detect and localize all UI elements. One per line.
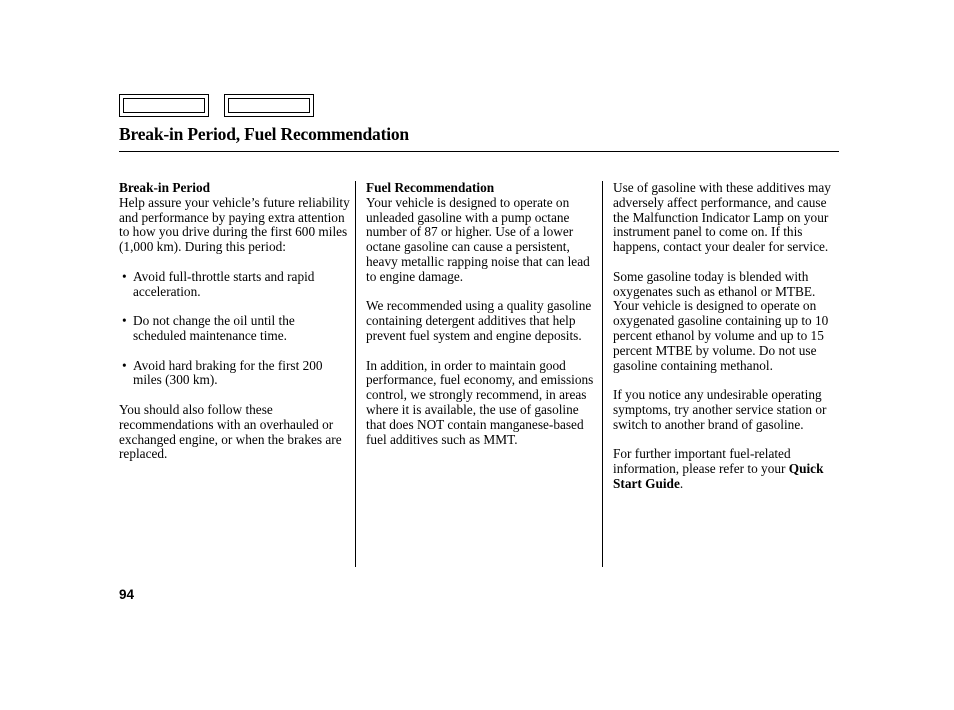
bullet-icon: •	[122, 313, 127, 329]
nav-button-index[interactable]	[224, 94, 314, 117]
bullet-icon: •	[122, 268, 127, 284]
break-in-intro: Help assure your vehicle’s future reliability and performance by paying extra attention to how you drive during the first 600 miles (1,000 km). During this period:	[119, 194, 350, 255]
list-item: • Avoid hard braking for the first 200 miles (300 km).	[122, 357, 323, 388]
column-divider-2	[602, 181, 603, 567]
fuel-paragraph-7: For further important fuel-related information, please refer to your Quick Start Guide.	[613, 446, 824, 491]
fuel-paragraph-5: Some gasoline today is blended with oxygenates such as ethanol or MTBE. Your vehicle is designed to operate on oxygenated gasoline containing up to 10 percent ethanol by volume and up to 15 percent MTBE by volume. Do not use gasoline containing methanol.	[613, 268, 829, 373]
nav-button-main-menu[interactable]	[119, 94, 209, 117]
fuel-paragraph-3: In addition, in order to maintain good performance, fuel economy, and emissions control, we strongly recommend, in areas where it is available, the use of gasoline that does NOT contain manganese-based fuel additives such as MMT.	[366, 357, 594, 447]
bullet-icon: •	[122, 357, 127, 373]
title-divider	[119, 151, 839, 152]
column-fuel-continued	[613, 181, 839, 492]
column-break-in-period	[119, 181, 351, 462]
fuel-paragraph-1: Your vehicle is designed to operate on unleaded gasoline with a pump octane number of 87 or higher. Use of a lower octane gasoline can cause a persistent, heavy metallic rapping noise that can lead to engine damage.	[366, 194, 590, 284]
section-heading-fuel: Fuel Recommendation	[366, 180, 495, 195]
column-divider-1	[355, 181, 356, 567]
section-heading-break-in: Break-in Period	[119, 180, 210, 195]
break-in-bullet-list	[119, 270, 351, 388]
break-in-outro: You should also follow these recommendations with an overhauled or exchanged engine, or when the brakes are replaced.	[119, 401, 342, 462]
list-item: • Do not change the oil until the scheduled maintenance time.	[122, 313, 295, 343]
fuel-paragraph-6: If you notice any undesirable operating symptoms, try another service station or switch to another brand of gasoline.	[613, 387, 827, 432]
page-number: 94	[119, 587, 135, 602]
page-title: Break-in Period, Fuel Recommendation	[119, 124, 409, 144]
column-fuel-recommendation	[366, 181, 598, 447]
fuel-paragraph-4: Use of gasoline with these additives may adversely affect performance, and cause the Malfunction Indicator Lamp on your instrument panel to come on. If this happens, contact your dealer for service.	[613, 180, 831, 255]
list-item: • Avoid full-throttle starts and rapid acceleration.	[122, 268, 315, 299]
fuel-paragraph-2: We recommended using a quality gasoline containing detergent additives that help prevent fuel system and engine deposits.	[366, 298, 592, 343]
quick-start-guide-reference: Quick Start Guide	[613, 461, 824, 491]
